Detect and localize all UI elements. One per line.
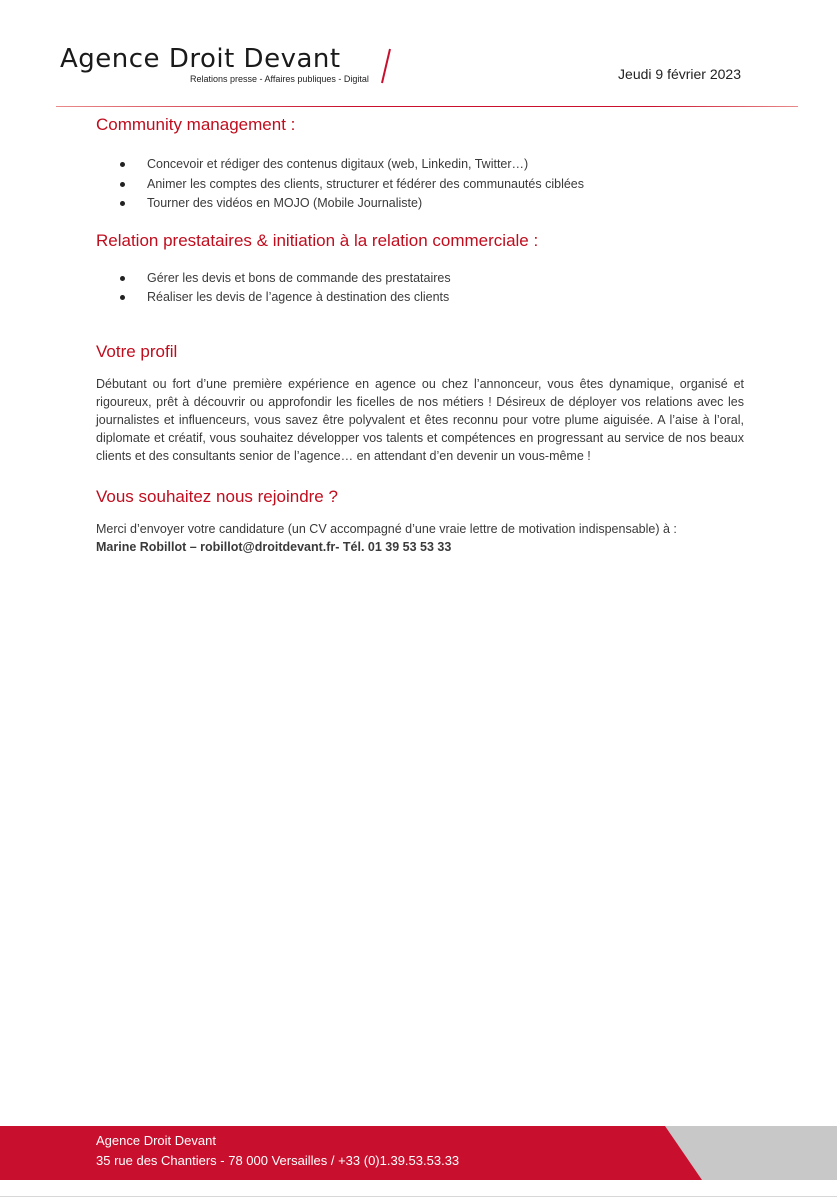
list-item-text: Gérer les devis et bons de commande des prestataires [147, 270, 451, 285]
list-item-text: Réaliser les devis de l’agence à destination des clients [147, 290, 450, 304]
bullet-icon [120, 295, 125, 300]
profil-paragraph: Débutant ou fort d’une première expérience en agence ou chez l’annonceur, vous êtes dynamique, organisé et rigoureux, prêt à découvrir ou approfondir les ficelles de nos métiers ! Désireux de déployer vos relations avec les journalistes et influenceurs, vous savez être polyvalent et êtes reconnu pour votre plume aiguisée. A l’aise à l’oral, diplomate et créatif, vous souhaitez développer vos talents et compétences en progressant au service de nos beaux clients et des consultants senior de l’agence… en attendant d’en devenir un vous-même ! [96, 376, 744, 464]
list-item-text: Tourner des vidéos en MOJO (Mobile Journaliste) [147, 196, 423, 210]
bullet-icon [120, 276, 125, 281]
heading-community-management: Community management : [96, 115, 296, 134]
footer-agency-name: Agence Droit Devant [96, 1133, 216, 1148]
header-divider [56, 106, 798, 107]
bottom-divider [0, 1196, 837, 1197]
heading-nous-rejoindre: Vous souhaitez nous rejoindre ? [96, 486, 338, 506]
bullet-icon [120, 201, 125, 206]
list-item-text: Concevoir et rédiger des contenus digitaux (web, Linkedin, Twitter…) [147, 157, 529, 171]
list-item [120, 175, 744, 195]
logo-title: Agence Droit Devant [60, 44, 341, 74]
list-item-text: Animer les comptes des clients, structurer et fédérer des communautés ciblées [147, 176, 584, 191]
list-community-management [120, 155, 744, 214]
contact-line: Marine Robillot – robillot@droitdevant.fr- Tél. 01 39 53 53 33 [96, 539, 452, 554]
footer-address: 35 rue des Chantiers - 78 000 Versailles / +33 (0)1.39.53.53.33 [96, 1153, 460, 1168]
agency-logo [60, 44, 400, 94]
candidature-paragraph: Merci d’envoyer votre candidature (un CV accompagné d’une vraie lettre de motivation indispensable) à : [96, 521, 677, 536]
list-relation-prestataires [120, 269, 744, 308]
list-item [120, 155, 744, 175]
logo-slash-mark [380, 48, 392, 84]
list-item [120, 194, 744, 214]
page-footer [0, 1126, 837, 1180]
bullet-icon [120, 162, 125, 167]
list-item [120, 269, 744, 289]
list-item [120, 288, 744, 308]
bullet-icon [120, 182, 125, 187]
heading-votre-profil: Votre profil [96, 341, 178, 361]
document-date: Jeudi 9 février 2023 [618, 66, 741, 82]
logo-tagline: Relations presse - Affaires publiques - Digital [190, 74, 369, 84]
document-body [96, 112, 744, 556]
heading-relation-prestataires: Relation prestataires & initiation à la relation commerciale : [96, 230, 539, 250]
